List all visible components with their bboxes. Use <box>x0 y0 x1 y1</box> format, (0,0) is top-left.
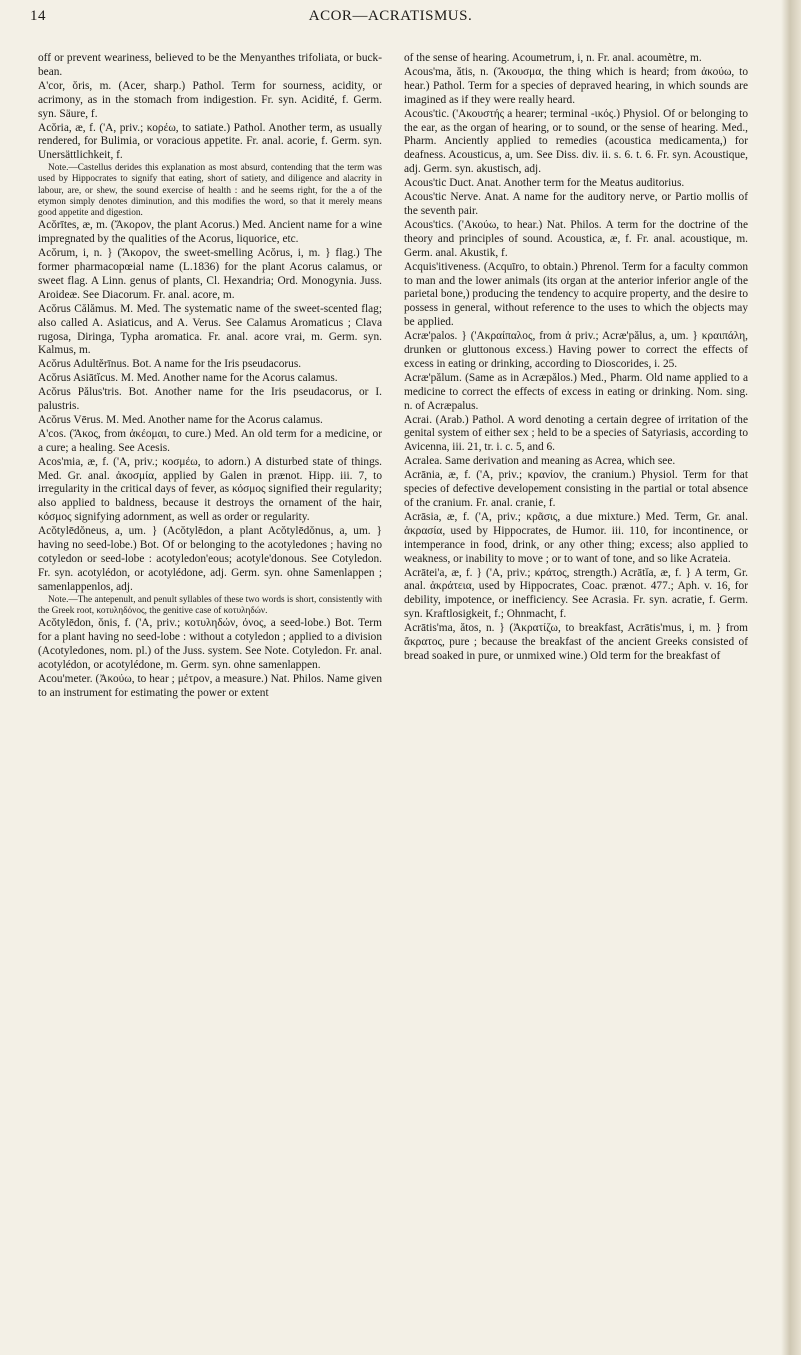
dictionary-entry: Acræ'pălum. (Same as in Acræpălos.) Med., Pharm. Old name applied to a medicine to correct the effects of excess in eating or drinking. Nom. sing. n. of Acræpalus. <box>404 371 748 412</box>
dictionary-entry: Acŏtylēdŏneus, a, um. } (Acŏtylēdon, a plant Acŏtylēdŏnus, a, um. } having no seed-lobe.) Bot. Of or belonging to the acotyledones ; having no cotyledon or seed-lobe : acotyledon'eous; acotyle'donous. See Cotyledon. Fr. syn. acotylédon, or acotylédone, adj. Germ. syn. ohne Samenlappen ; samenlappenlos, adj. <box>38 525 382 593</box>
dictionary-entry: of the sense of hearing. Acoumetrum, i, n. Fr. anal. acoumètre, m. <box>404 52 702 64</box>
dictionary-entry: Acrai. (Arab.) Pathol. A word denoting a certain degree of irritation of the genital system of either sex ; held to be a species of Satyriasis, according to Avicenna, iii. 21, tr. i. c. 5, and 6. <box>404 413 748 454</box>
right-column <box>404 52 748 664</box>
dictionary-entry: Acŏrus Vērus. M. Med. Another name for the Acorus calamus. <box>38 413 323 426</box>
dictionary-entry: Acŏrītes, æ, m. (Ἄκορον, the plant Acorus.) Med. Ancient name for a wine impregnated by the qualities of the Acorus, liquorice, etc. <box>38 219 382 246</box>
dictionary-entry: Acous'tics. ('Ακούω, to hear.) Nat. Philos. A term for the doctrine of the theory and principles of sound. Acoustica, æ, f. Fr. anal. acoustique, m. Germ. anal. Akustik, f. <box>404 218 748 259</box>
dictionary-entry: Acquis'itiveness. (Acquīro, to obtain.) Phrenol. Term for a faculty common to man and the lower animals (its organ at the anterior inferior angle of the parietal bone,) producing the tendency to acquire property, and the desire to possess in general, without reference to the uses to which the objects may be applied. <box>404 260 748 329</box>
dictionary-entry: Acous'tic Duct. Anat. Another term for the Meatus auditorius. <box>404 177 685 190</box>
dictionary-entry: Acŏrus Adultĕrīnus. Bot. A name for the Iris pseudacorus. <box>38 358 302 371</box>
dictionary-entry: Acŏrus Călămus. M. Med. The systematic name of the sweet-scented flag; also called A. Asiaticus, and A. Verus. See Calamus Aromaticus ; Clava rugosa, Diringa, Typha aromatica. Fr. anal. acore vrai, m. Germ. syn. Kalmus, m. <box>38 302 382 357</box>
dictionary-entry: Acrāsia, æ, f. ('A, priv.; κρᾶσις, a due mixture.) Med. Term, Gr. anal. ἀκρασία, used by Hippocrates, de Humor. iii. 110, for incontinence, or intemperance in food, drink, or any other thing; excess; also applied to weakness, or inability to move ; or to want of tone, and so like Acrateia. <box>404 510 748 565</box>
dictionary-entry: Acralea. Same derivation and meaning as Acrea, which see. <box>404 455 676 468</box>
dictionary-entry: Acŏrum, i, n. } (Ἄκορον, the sweet-smelling Acŏrus, i, m. } flag.) The former pharmacopœial name (L.1836) for the plant Acorus calamus, or sweet flag. A Linn. genus of plants, Cl. Hexandria; Ord. Monogynia. Juss. Aroideæ. See Diacorum. Fr. anal. acore, m. <box>38 247 382 301</box>
dictionary-entry: Acous'ma, ătis, n. (Ἄκουσμα, the thing which is heard; from ἀκούω, to hear.) Pathol. Term for a species of depraved hearing, in which sounds are imagined as if they were really heard. <box>404 65 748 106</box>
running-title: ACOR—ACRATISMUS. <box>308 8 473 24</box>
editorial-note: Note.—Castellus derides this explanation as most absurd, contending that the term was used by Hippocrates to signify that eating, short of satiety, and diligence and alacrity in labour, are, or shew, the sound exercise of health : and he seems right, for the a of the etymon simply denotes diminution, and this modifies the word, so that it merely means good appetite and digestion. <box>38 163 382 219</box>
dictionary-entry: off or prevent weariness, believed to be the Menyanthes trifoliata, or buck-bean. <box>38 52 382 78</box>
dictionary-entry: Acous'tic Nerve. Anat. A name for the auditory nerve, or Partio mollis of the seventh pair. <box>404 191 748 217</box>
dictionary-entry: Acŏria, æ, f. ('A, priv.; κορέω, to satiate.) Pathol. Another term, as usually rendered, for Bulimia, or voracious appetite. Fr. anal. acorie, f. Germ. syn. Unersättlichkeit, f. <box>38 121 382 162</box>
dictionary-entry: Acou'meter. (Ἀκούω, to hear ; μέτρον, a measure.) Nat. Philos. Name given to an instrument for estimating the power or extent <box>38 672 382 699</box>
dictionary-entry: Acŏrus Asiātĭcus. M. Med. Another name for the Acorus calamus. <box>38 372 338 385</box>
dictionary-entry: Acræ'palos. } ('Ακραίπαλος, from ἀ priv.; Acræ'pălus, a, um. } κραιπάλη, drunken or gluttonous excess.) Having power to correct the effects of excess in eating or drinking, according to Dioscorides, i. 25. <box>404 330 748 370</box>
page-edge-shadow <box>781 0 801 1355</box>
page-header <box>30 8 751 32</box>
dictionary-entry: A'cor, ŏris, m. (Acer, sharp.) Pathol. Term for sourness, acidity, or acrimony, as in the stomach from indigestion. Fr. syn. Acidité, f. Germ. syn. Säure, f. <box>38 79 382 120</box>
page-number: 14 <box>30 8 46 24</box>
dictionary-entry: Acous'tic. ('Ακουστής a hearer; terminal -ικός.) Physiol. Of or belonging to the ear, as the organ of hearing, or to sound, or the sense of hearing. Med., Pharm. Anciently applied to remedies (acoustica medicamenta,) for deafness. Acousticus, a, um. See Diss. div. ii. s. 6. t. 6. Fr. syn. Acoustique, adj. Germ. syn. akustisch, adj. <box>404 107 748 176</box>
dictionary-entry: Acrātis'ma, ătos, n. } (Ἀκρατίζω, to breakfast, Acrātis'mus, i, m. } from ἄκρατος, pure ; because the breakfast of the ancient Greeks consisted of bread soaked in pure, or unmixed wine.) Old term for the breakfast of <box>404 622 748 662</box>
dictionary-entry: Acŏtylēdon, ŏnis, f. ('A, priv.; κοτυληδών, όνος, a seed-lobe.) Bot. Term for a plant having no seed-lobe : without a cotyledon ; applied to a division (Acotyledones, nom. pl.) of the Juss. system. See Note. Cotyledon. Fr. anal. acotylédon, or acotylédone, m. Germ. syn. ohne samenlappen. <box>38 617 382 671</box>
editorial-note: Note.—The antepenult, and penult syllables of these two words is short, consistently with the Greek root, κοτυληδόνος, the genitive case of κοτυληδών. <box>38 594 382 616</box>
dictionary-entry: Acŏrus Pălus'tris. Bot. Another name for the Iris pseudacorus, or I. palustris. <box>38 386 382 413</box>
dictionary-entry: Acrānia, æ, f. ('A, priv.; κρανίον, the cranium.) Physiol. Term for that species of defective developement consisting in the partial or total absence of the cranium. Fr. anal. cranie, f. <box>404 469 748 509</box>
dictionary-entry: A'cos. (Ἄκος, from ἀκέομαι, to cure.) Med. An old term for a medicine, or a cure; a healing. See Acesis. <box>38 427 382 454</box>
left-column <box>38 52 382 701</box>
dictionary-entry: Acos'mia, æ, f. ('A, priv.; κοσμέω, to adorn.) A disturbed state of things. Med. Gr. anal. ἀκοσμία, applied by Galen in prænot. Hipp. iii. 7, to irregularity in the critical days of fever, as κόσμος signified their regularity; also applied to baldness, because it destroys the ornament of the hair, κόσμος signifying adornment, as well as order or regularity. <box>38 455 382 524</box>
dictionary-entry: Acrātei'a, æ, f. } ('A, priv.; κράτος, strength.) Acrātĭa, æ, f. } A term, Gr. anal. ἀκράτεια, used by Hippocrates, Coac. prænot. 477.; Aph. v. 16, for debility, impotence, or inefficiency. See Acrasia. Fr. syn. acratie, f. Germ. syn. Kraftlosigkeit, f.; Ohnmacht, f. <box>404 566 748 621</box>
